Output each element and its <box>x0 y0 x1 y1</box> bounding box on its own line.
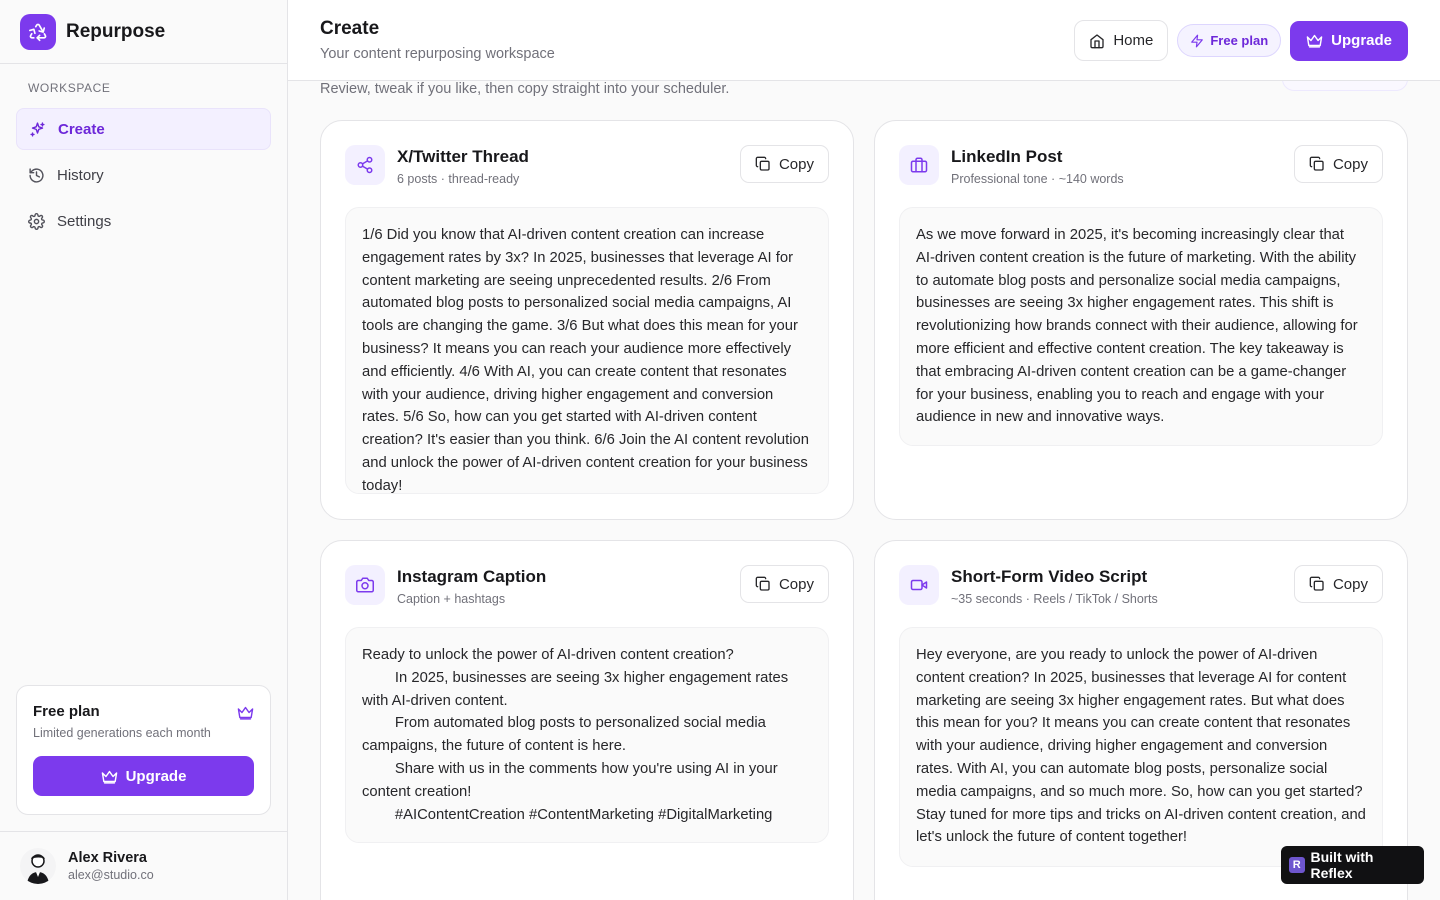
gear-icon <box>28 212 46 230</box>
twitter-thread-card <box>320 120 854 520</box>
plan-badge-label: Free plan <box>1210 33 1269 48</box>
sidebar-item-label: History <box>57 166 104 184</box>
instagram-caption-card <box>320 540 854 900</box>
sidebar-item-label: Create <box>58 120 105 138</box>
generated-content[interactable]: Hey everyone, are you ready to unlock the power of AI-driven content creation? In 2025, businesses that leverage AI for content marketing are seeing 3x higher engagement rates. But what does this mean for you? It means you can create content that resonates with your audience, driving higher engagement and conversion rates. With AI, you can automate blog posts, personalize social media campaigns, and so much more. So, how can you get started? Stay tuned for more tips and tricks on AI-driven content creation, and let's unlock the future of content together! <box>899 627 1383 867</box>
workspace-section-label: WORKSPACE <box>28 81 111 95</box>
avatar <box>20 848 56 884</box>
copy-label: Copy <box>778 155 814 173</box>
card-title: LinkedIn Post <box>951 147 1063 166</box>
partially-hidden-button[interactable] <box>1282 81 1408 91</box>
reflex-badge-label: Built with Reflex <box>1310 849 1374 881</box>
card-title: Instagram Caption <box>397 567 547 586</box>
copy-button[interactable] <box>1294 145 1383 183</box>
user-name: Alex Rivera <box>68 850 147 866</box>
recycle-logo-icon <box>20 14 56 50</box>
camera-icon <box>345 565 385 605</box>
reflex-logo-icon: R <box>1289 857 1305 873</box>
crown-icon <box>1306 32 1323 49</box>
card-title: Short-Form Video Script <box>951 567 1148 586</box>
copy-label: Copy <box>1332 575 1368 593</box>
sparkles-icon <box>29 120 47 138</box>
copy-label: Copy <box>778 575 814 593</box>
copy-label: Copy <box>1332 155 1368 173</box>
card-meta: Caption + hashtags <box>397 592 506 606</box>
upgrade-label: Upgrade <box>1331 32 1392 49</box>
sidebar <box>0 0 288 900</box>
card-meta: Professional tone · ~140 words <box>951 172 1124 186</box>
brand[interactable] <box>0 0 287 64</box>
top-header <box>288 0 1440 81</box>
copy-button[interactable] <box>1294 565 1383 603</box>
history-icon <box>28 166 46 184</box>
brand-name: Repurpose <box>66 20 166 42</box>
card-meta: 6 posts · thread-ready <box>397 172 520 186</box>
lightning-icon <box>1190 34 1204 48</box>
crown-icon <box>101 768 118 785</box>
sidebar-item-create[interactable] <box>16 108 271 150</box>
home-label: Home <box>1113 32 1154 49</box>
sidebar-upgrade-button[interactable] <box>33 756 254 796</box>
generated-content[interactable]: Ready to unlock the power of AI-driven content creation? In 2025, businesses are seeing 3x higher engagement rates with AI-driven content. From automated blog posts to personalized social media campaigns, the future of content is here. Share with us in the comments how you're using AI in your content creation! #AIContentCreation #ContentMarketing #DigitalMarketing <box>345 627 829 843</box>
free-plan-badge[interactable] <box>1177 24 1281 57</box>
sidebar-item-settings[interactable] <box>16 200 271 242</box>
home-icon <box>1089 33 1105 49</box>
plan-subtitle: Limited generations each month <box>33 726 211 740</box>
sidebar-nav <box>0 95 287 242</box>
upgrade-label: Upgrade <box>125 767 187 785</box>
copy-icon <box>755 576 771 592</box>
generated-content[interactable]: 1/6 Did you know that AI-driven content creation can increase engagement rates by 3x? In 2025, businesses that leverage AI for content marketing are seeing unprecedented results. 2/6 From automated blog posts to personalized social media campaigns, AI tools are changing the game. 3/6 But what does this mean for your business? It means you can reach your audience more effectively and efficiently. 4/6 With AI, you can create content that resonates with your audience, driving higher engagement and conversion rates. 5/6 So, how can you get started with AI-driven content creation? It's easier than you think. 6/6 Join the AI content revolution and unlock the power of AI-driven content creation for your business today! <box>345 207 829 494</box>
copy-button[interactable] <box>740 565 829 603</box>
share-icon <box>345 145 385 185</box>
video-icon <box>899 565 939 605</box>
copy-icon <box>755 156 771 172</box>
intro-text: Review, tweak if you like, then copy straight into your scheduler. <box>320 81 730 97</box>
main-content <box>288 81 1440 900</box>
home-button[interactable] <box>1074 20 1168 61</box>
linkedin-post-card <box>874 120 1408 520</box>
built-with-reflex-badge[interactable] <box>1281 846 1424 884</box>
copy-icon <box>1309 156 1325 172</box>
card-meta: ~35 seconds · Reels / TikTok / Shorts <box>951 592 1158 606</box>
crown-icon <box>237 704 254 726</box>
copy-button[interactable] <box>740 145 829 183</box>
user-email: alex@studio.co <box>68 868 154 882</box>
sidebar-item-label: Settings <box>57 212 112 230</box>
card-title: X/Twitter Thread <box>397 147 529 166</box>
briefcase-icon <box>899 145 939 185</box>
page-title: Create <box>320 18 380 39</box>
page-subtitle: Your content repurposing workspace <box>320 46 555 62</box>
header-upgrade-button[interactable] <box>1290 21 1408 61</box>
copy-icon <box>1309 576 1325 592</box>
user-profile[interactable] <box>0 831 287 900</box>
plan-title: Free plan <box>33 703 100 720</box>
sidebar-item-history[interactable] <box>16 154 271 196</box>
plan-card <box>16 685 271 815</box>
generated-content[interactable]: As we move forward in 2025, it's becoming increasingly clear that AI-driven content creation is the future of marketing. With the ability to automate blog posts and personalize social media campaigns, businesses are seeing 3x higher engagement rates. This shift is revolutionizing how brands connect with their audience, allowing for more efficient and effective content creation. The key takeaway is that embracing AI-driven content creation can be a game-changer for your business, enabling you to reach and engage with your audience in new and innovative ways. <box>899 207 1383 446</box>
